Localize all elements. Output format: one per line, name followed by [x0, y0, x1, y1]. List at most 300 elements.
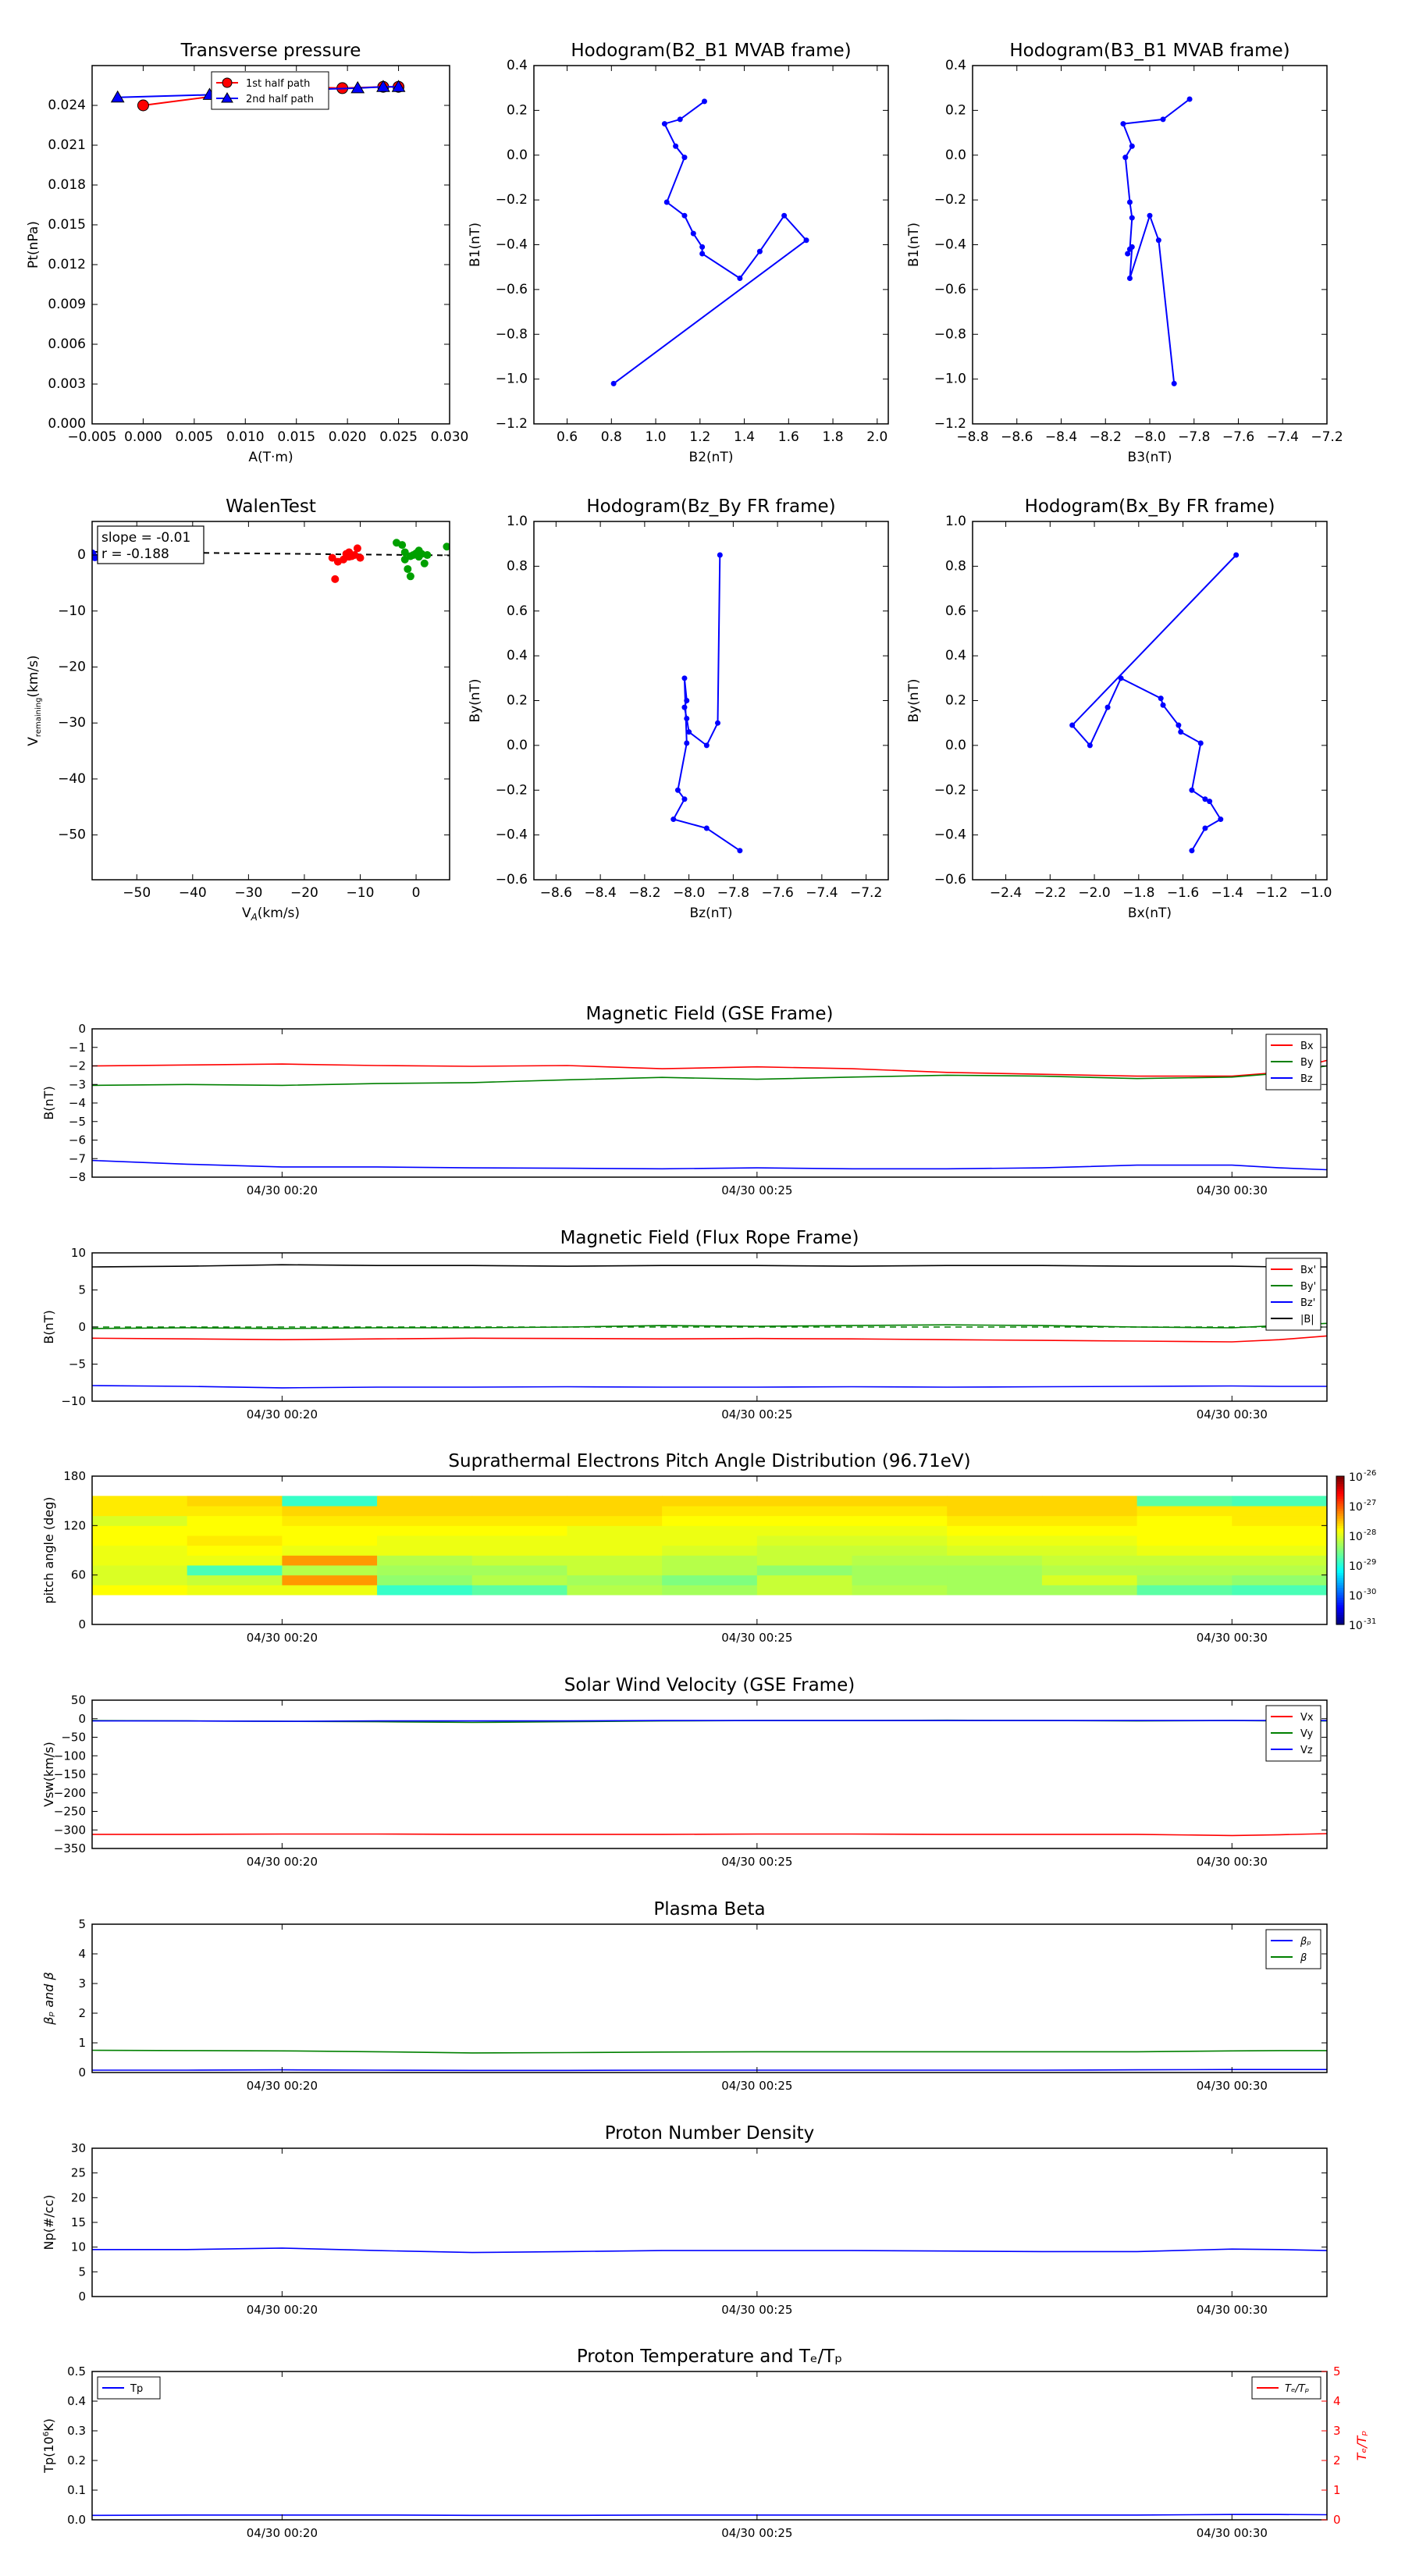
series-marker — [664, 199, 670, 205]
y-axis-label: By(nT) — [468, 678, 483, 723]
heatmap-cell — [1042, 1565, 1137, 1575]
y-tick-label: 5 — [78, 1917, 86, 1931]
x-tick-label: −8.2 — [628, 885, 661, 901]
heatmap-cell — [662, 1496, 757, 1506]
heatmap-cell — [757, 1585, 852, 1595]
legend-marker — [222, 78, 232, 87]
y-tick-label: −350 — [53, 1841, 86, 1856]
chart-title: Hodogram(Bz_By FR frame) — [586, 496, 836, 517]
x-tick-label: −7.4 — [1266, 429, 1299, 445]
axes-frame — [92, 66, 450, 424]
x-tick-label: 0.025 — [379, 429, 418, 445]
x-tick-label: 04/30 00:25 — [721, 2079, 793, 2093]
y-tick-label: 0.4 — [944, 58, 966, 73]
heatmap-cell — [1137, 1506, 1232, 1516]
series-marker — [737, 276, 742, 281]
y-tick-label: −2 — [68, 1059, 86, 1073]
y-tick-label: 120 — [63, 1518, 86, 1533]
heatmap-cell — [852, 1546, 948, 1556]
y-tick-label: 15 — [70, 2215, 86, 2229]
y-tick-label: 0 — [78, 2065, 86, 2080]
plot-area — [92, 1265, 1327, 1388]
y-tick-label: −0.6 — [495, 281, 528, 297]
scatter-point — [354, 544, 361, 552]
y-tick-label: 30 — [70, 2141, 86, 2155]
series-line-1 — [92, 2051, 1327, 2053]
heatmap-cell — [92, 1535, 187, 1546]
x-tick-label: 04/30 00:20 — [246, 1855, 318, 1869]
chart-title: Hodogram(Bx_By FR frame) — [1024, 496, 1275, 517]
y-tick-label: −10 — [58, 603, 86, 619]
x-tick-label: 2.0 — [866, 429, 888, 445]
y2-tick-label: 3 — [1333, 2424, 1341, 2438]
legend-label: Tp — [130, 2383, 144, 2395]
y-tick-label: 0.2 — [944, 692, 966, 709]
x-tick-label: −50 — [123, 885, 151, 901]
heatmap-cell — [1042, 1546, 1137, 1556]
y-axis-label: Pt(nPa) — [26, 221, 41, 269]
series-marker — [1178, 729, 1183, 735]
series-line-0 — [92, 1834, 1327, 1835]
legend-label: Bz — [1300, 1073, 1313, 1085]
colorbar-tick-exponent: -26 — [1364, 1469, 1377, 1478]
heatmap-cell — [757, 1525, 852, 1535]
heatmap-cell — [852, 1535, 948, 1546]
heatmap-cell — [282, 1585, 377, 1595]
heatmap-cell — [472, 1525, 567, 1535]
heatmap-cell — [1042, 1525, 1137, 1535]
y-tick-label: 0.000 — [48, 416, 86, 432]
plot-area — [92, 2051, 1327, 2071]
y-tick-label: 0 — [78, 1617, 86, 1631]
heatmap-cell — [757, 1496, 852, 1506]
y-tick-label: 10 — [70, 2240, 86, 2254]
y-tick-label: 0.4 — [67, 2394, 86, 2408]
heatmap-cell — [472, 1506, 567, 1516]
heatmap-cell — [1232, 1496, 1327, 1506]
heatmap-cell — [187, 1535, 283, 1546]
colorbar-tick-label: 10 — [1349, 1471, 1363, 1484]
y-tick-label: −4 — [68, 1096, 86, 1110]
x-tick-label: 04/30 00:25 — [721, 2526, 793, 2540]
x-axis-label: $V_A(km/s)$ — [241, 906, 301, 923]
heatmap-cell — [472, 1535, 567, 1546]
series-marker — [681, 155, 687, 160]
series-line-0 — [92, 1336, 1327, 1342]
y-tick-label: 20 — [70, 2190, 86, 2205]
x-tick-label: 0.020 — [328, 429, 367, 445]
x-tick-label: 1.4 — [734, 429, 756, 445]
x-tick-label: −2.2 — [1033, 885, 1066, 901]
axes-frame — [92, 2371, 1327, 2520]
y-axis-label: $V_{remaining}(km/s)$ — [26, 655, 43, 746]
heatmap-cell — [1232, 1555, 1327, 1565]
x-tick-label: −7.6 — [761, 885, 794, 901]
x-tick-label: 04/30 00:30 — [1196, 1407, 1268, 1421]
y-tick-label: 25 — [70, 2165, 86, 2180]
heatmap-cell — [1137, 1496, 1232, 1506]
series-marker — [662, 121, 667, 126]
heatmap-cell — [1137, 1555, 1232, 1565]
y-axis-label: pitch angle (deg) — [41, 1496, 56, 1604]
series-marker — [1161, 116, 1166, 122]
annotation-text: r = -0.188 — [101, 546, 169, 562]
y-tick-label: −1.2 — [934, 416, 966, 432]
x-tick-label: −40 — [178, 885, 207, 901]
y-tick-label: −5 — [68, 1114, 86, 1129]
series-marker — [704, 742, 710, 748]
series-line-0 — [92, 2514, 1327, 2515]
heatmap-cell — [282, 1535, 377, 1546]
series-marker — [1105, 705, 1111, 710]
plot-area — [1069, 553, 1239, 854]
y-tick-label: 0.6 — [506, 603, 528, 619]
y-tick-label: −10 — [61, 1394, 86, 1408]
scatter-point — [404, 565, 411, 573]
y-tick-label: 5 — [78, 1283, 86, 1297]
heatmap-cell — [92, 1496, 187, 1506]
series-marker — [678, 116, 683, 122]
legend-label: Vz — [1300, 1745, 1313, 1756]
heatmap-cell — [1137, 1585, 1232, 1595]
heatmap-cell — [567, 1525, 662, 1535]
colorbar-tick-label: 10 — [1349, 1560, 1363, 1573]
heatmap-cell — [282, 1525, 377, 1535]
y-tick-label: −0.4 — [495, 237, 528, 253]
x-tick-label: 0.8 — [600, 429, 622, 445]
heatmap-cell — [567, 1575, 662, 1585]
x-tick-label: 1.6 — [777, 429, 799, 445]
y2-axis-label: Tₑ/Tₚ — [1354, 2430, 1369, 2461]
scatter-point — [357, 554, 365, 562]
x-tick-label: −7.4 — [806, 885, 838, 901]
series-marker — [1127, 199, 1133, 205]
heatmap-cell — [472, 1546, 567, 1556]
heatmap-cell — [1232, 1506, 1327, 1516]
heatmap-cell — [1137, 1535, 1232, 1546]
series-marker — [757, 249, 763, 254]
y-tick-label: 0 — [78, 1320, 86, 1334]
y-tick-label: −6 — [68, 1133, 86, 1147]
heatmap-cell — [947, 1496, 1042, 1506]
x-tick-label: −1.4 — [1211, 885, 1243, 901]
y-axis-label: Vsw(km/s) — [41, 1742, 56, 1807]
scatter-point — [398, 541, 406, 549]
x-tick-label: 0.005 — [175, 429, 214, 445]
y-tick-label: −30 — [58, 715, 86, 731]
y-tick-label: 0.0 — [506, 147, 528, 163]
heatmap-cell — [567, 1496, 662, 1506]
series-line-0 — [614, 101, 806, 384]
x-tick-label: −7.8 — [717, 885, 750, 901]
chart-pad — [41, 1451, 1376, 1645]
series-marker — [1189, 848, 1194, 853]
heatmap-cell — [852, 1555, 948, 1565]
heatmap-cell — [282, 1555, 377, 1565]
heatmap-cell — [472, 1516, 567, 1526]
y-tick-label: 0.2 — [67, 2453, 86, 2467]
y-tick-label: 60 — [70, 1567, 86, 1582]
x-tick-label: 04/30 00:25 — [721, 1855, 793, 1869]
heatmap-cell — [852, 1516, 948, 1526]
chart-title: Hodogram(B3_B1 MVAB frame) — [1009, 41, 1290, 61]
y-tick-label: 0.006 — [48, 336, 86, 352]
y-tick-label: −250 — [53, 1804, 86, 1819]
heatmap-cell — [852, 1525, 948, 1535]
heatmap-cell — [377, 1496, 472, 1506]
y-tick-label: −1 — [68, 1040, 86, 1055]
series-marker — [681, 796, 687, 802]
legend-label: By' — [1300, 1281, 1317, 1293]
y-tick-label: −0.2 — [934, 782, 966, 799]
y-tick-label: 1 — [78, 2036, 86, 2050]
y-tick-label: −20 — [58, 659, 86, 675]
heatmap-cell — [472, 1565, 567, 1575]
series-marker — [681, 213, 687, 219]
heatmap-cell — [92, 1506, 187, 1516]
series-marker — [684, 698, 689, 703]
series-marker — [670, 817, 676, 822]
y-tick-label: 0.0 — [944, 737, 966, 753]
heatmap-cell — [947, 1575, 1042, 1585]
chart-beta — [41, 1899, 1327, 2093]
heatmap-cell — [567, 1555, 662, 1565]
x-tick-label: 04/30 00:20 — [246, 2303, 318, 2317]
x-tick-label: 04/30 00:20 — [246, 1407, 318, 1421]
x-tick-label: 04/30 00:30 — [1196, 1855, 1268, 1869]
heatmap-cell — [187, 1565, 283, 1575]
y-tick-label: −0.8 — [495, 326, 528, 343]
series-marker — [1069, 723, 1075, 728]
heatmap-cell — [757, 1565, 852, 1575]
heatmap-cell — [852, 1565, 948, 1575]
series-marker — [1172, 381, 1177, 386]
chart-h4 — [906, 496, 1332, 921]
legend-label: Tₑ/Tₚ — [1285, 2383, 1310, 2395]
heatmap-cell — [92, 1555, 187, 1565]
heatmap-cell — [1137, 1575, 1232, 1585]
x-tick-label: 04/30 00:20 — [246, 2079, 318, 2093]
y-tick-label: −0.2 — [495, 192, 528, 208]
y2-tick-label: 1 — [1333, 2483, 1341, 2497]
chart-title: Proton Number Density — [604, 2123, 815, 2144]
axes-frame — [973, 66, 1327, 424]
y-axis-label: By(nT) — [906, 678, 922, 723]
y-tick-label: 0.0 — [67, 2513, 86, 2527]
y-tick-label: 0.4 — [944, 648, 966, 664]
chart-h2 — [906, 41, 1343, 465]
x-tick-label: 04/30 00:20 — [246, 1183, 318, 1197]
chart-walen — [26, 496, 450, 923]
legend-label: 1st half path — [246, 78, 311, 90]
heatmap-cell — [187, 1525, 283, 1535]
x-tick-label: 04/30 00:30 — [1196, 2079, 1268, 2093]
series-marker — [1202, 826, 1208, 831]
x-tick-label: 04/30 00:30 — [1196, 1631, 1268, 1645]
y-tick-label: 0 — [78, 2290, 86, 2304]
x-tick-label: −20 — [290, 885, 318, 901]
heatmap-cell — [92, 1525, 187, 1535]
heatmap-cell — [1232, 1546, 1327, 1556]
x-tick-label: −8.2 — [1089, 429, 1122, 445]
x-tick-label: −1.6 — [1166, 885, 1200, 901]
series-marker — [686, 729, 692, 735]
x-axis-label: A(T·m) — [248, 450, 293, 465]
x-tick-label: −2.4 — [989, 885, 1023, 901]
y-tick-label: −1.2 — [495, 416, 528, 432]
x-axis-label: Bx(nT) — [1127, 906, 1172, 921]
plot-area — [611, 98, 809, 386]
series-marker — [684, 741, 689, 746]
heatmap-cell — [662, 1506, 757, 1516]
scatter-point — [331, 575, 339, 583]
series-marker — [1161, 703, 1166, 708]
y-tick-label: −0.4 — [934, 827, 966, 843]
series-marker — [1129, 215, 1135, 221]
chart-tpp — [41, 2347, 1369, 2540]
heatmap-cell — [852, 1585, 948, 1595]
series-marker — [137, 100, 148, 111]
series-marker — [1087, 742, 1093, 748]
heatmap-cell — [377, 1575, 472, 1585]
heatmap-cell — [377, 1546, 472, 1556]
series-marker — [1158, 696, 1164, 701]
heatmap-cell — [187, 1506, 283, 1516]
legend-label: 2nd half path — [246, 94, 314, 105]
heatmap-cell — [1042, 1496, 1137, 1506]
colorbar-tick-label: 10 — [1349, 1531, 1363, 1543]
axes-frame — [92, 521, 450, 880]
heatmap-cell — [1137, 1565, 1232, 1575]
series-marker — [702, 98, 707, 104]
heatmap-cell — [472, 1555, 567, 1565]
y-tick-label: 0 — [78, 1711, 86, 1726]
y-axis-label: B(nT) — [41, 1310, 56, 1344]
series-line-0 — [92, 1060, 1327, 1076]
y-tick-label: 0 — [77, 547, 86, 564]
series-marker — [737, 848, 742, 853]
series-marker — [699, 251, 705, 256]
colorbar-tick-label: 10 — [1349, 1590, 1363, 1603]
heatmap-cell — [187, 1555, 283, 1565]
heatmap-cell — [1042, 1516, 1137, 1526]
series-marker — [1122, 155, 1128, 160]
y-tick-label: −7 — [68, 1151, 86, 1166]
heatmap-cell — [1042, 1585, 1137, 1595]
y2-tick-label: 4 — [1333, 2394, 1341, 2408]
y-tick-label: −1.0 — [934, 371, 966, 387]
x-tick-label: 04/30 00:25 — [721, 2303, 793, 2317]
y-tick-label: −40 — [58, 770, 86, 787]
x-tick-label: 04/30 00:25 — [721, 1631, 793, 1645]
heatmap-cell — [567, 1516, 662, 1526]
series-marker — [1207, 799, 1212, 804]
colorbar-tick-exponent: -31 — [1364, 1617, 1377, 1626]
y-tick-label: 0.5 — [67, 2364, 86, 2379]
chart-title: WalenTest — [226, 496, 316, 517]
y-tick-label: −0.8 — [934, 326, 966, 343]
series-line-2 — [92, 1386, 1327, 1388]
heatmap-cell — [92, 1565, 187, 1575]
x-tick-label: −7.6 — [1222, 429, 1255, 445]
plot-area — [92, 1496, 1328, 1595]
x-tick-label: −8.0 — [1133, 429, 1166, 445]
legend-label: By — [1300, 1057, 1314, 1069]
heatmap-cell — [377, 1516, 472, 1526]
heatmap-cell — [187, 1585, 283, 1595]
scatter-point — [348, 552, 356, 560]
y-tick-label: 0.0 — [506, 737, 528, 753]
heatmap-cell — [377, 1535, 472, 1546]
y2-tick-label: 0 — [1333, 2513, 1341, 2527]
x-tick-label: −8.6 — [1001, 429, 1033, 445]
series-marker — [611, 381, 617, 386]
y-tick-label: 2 — [78, 2006, 86, 2020]
heatmap-cell — [852, 1506, 948, 1516]
x-tick-label: −8.0 — [672, 885, 706, 901]
legend-label: Bx — [1300, 1041, 1314, 1052]
heatmap-cell — [1232, 1565, 1327, 1575]
y-axis-label: B1(nT) — [468, 222, 483, 267]
heatmap-cell — [1137, 1525, 1232, 1535]
y-tick-label: 0.021 — [48, 137, 86, 153]
y-tick-label: 0.024 — [48, 98, 86, 113]
series-marker — [1187, 97, 1193, 102]
heatmap-cell — [567, 1585, 662, 1595]
series-marker — [717, 553, 723, 558]
x-tick-label: −7.2 — [849, 885, 883, 901]
heatmap-cell — [947, 1535, 1042, 1546]
y-tick-label: −1.0 — [495, 371, 528, 387]
chart-h3 — [468, 496, 888, 921]
colorbar-tick-label: 10 — [1349, 1501, 1363, 1514]
series-marker — [1176, 723, 1181, 728]
series-line-2 — [92, 1161, 1327, 1170]
heatmap-cell — [567, 1565, 662, 1575]
series-marker — [804, 237, 809, 243]
axes-frame — [92, 2148, 1327, 2297]
x-tick-label: −0.005 — [67, 429, 117, 445]
chart-title: Magnetic Field (Flux Rope Frame) — [560, 1228, 859, 1248]
colorbar-tick-exponent: -28 — [1364, 1528, 1377, 1537]
x-tick-label: 0 — [411, 885, 421, 901]
plot-area — [92, 1060, 1327, 1169]
colorbar-tick-label: 10 — [1349, 1620, 1363, 1632]
series-marker — [1129, 144, 1135, 149]
heatmap-cell — [1232, 1585, 1327, 1595]
series-line-3 — [92, 1265, 1327, 1267]
heatmap-cell — [92, 1546, 187, 1556]
x-axis-label: B2(nT) — [688, 450, 734, 465]
y-tick-label: 10 — [70, 1246, 86, 1260]
y-tick-label: 0.003 — [48, 376, 86, 392]
heatmap-cell — [377, 1525, 472, 1535]
heatmap-cell — [187, 1496, 283, 1506]
heatmap-cell — [662, 1585, 757, 1595]
y-tick-label: −0.2 — [495, 782, 528, 799]
heatmap-cell — [377, 1585, 472, 1595]
y-tick-label: 0.018 — [48, 177, 86, 193]
y-tick-label: 0.2 — [506, 692, 528, 709]
x-tick-label: −1.2 — [1255, 885, 1288, 901]
colorbar-tick-exponent: -27 — [1364, 1499, 1377, 1507]
heatmap-cell — [947, 1525, 1042, 1535]
colorbar-tick-exponent: -30 — [1364, 1588, 1377, 1596]
x-tick-label: 04/30 00:30 — [1196, 1183, 1268, 1197]
series-marker — [1127, 276, 1133, 281]
heatmap-cell — [377, 1555, 472, 1565]
y-tick-label: −0.6 — [495, 872, 528, 888]
